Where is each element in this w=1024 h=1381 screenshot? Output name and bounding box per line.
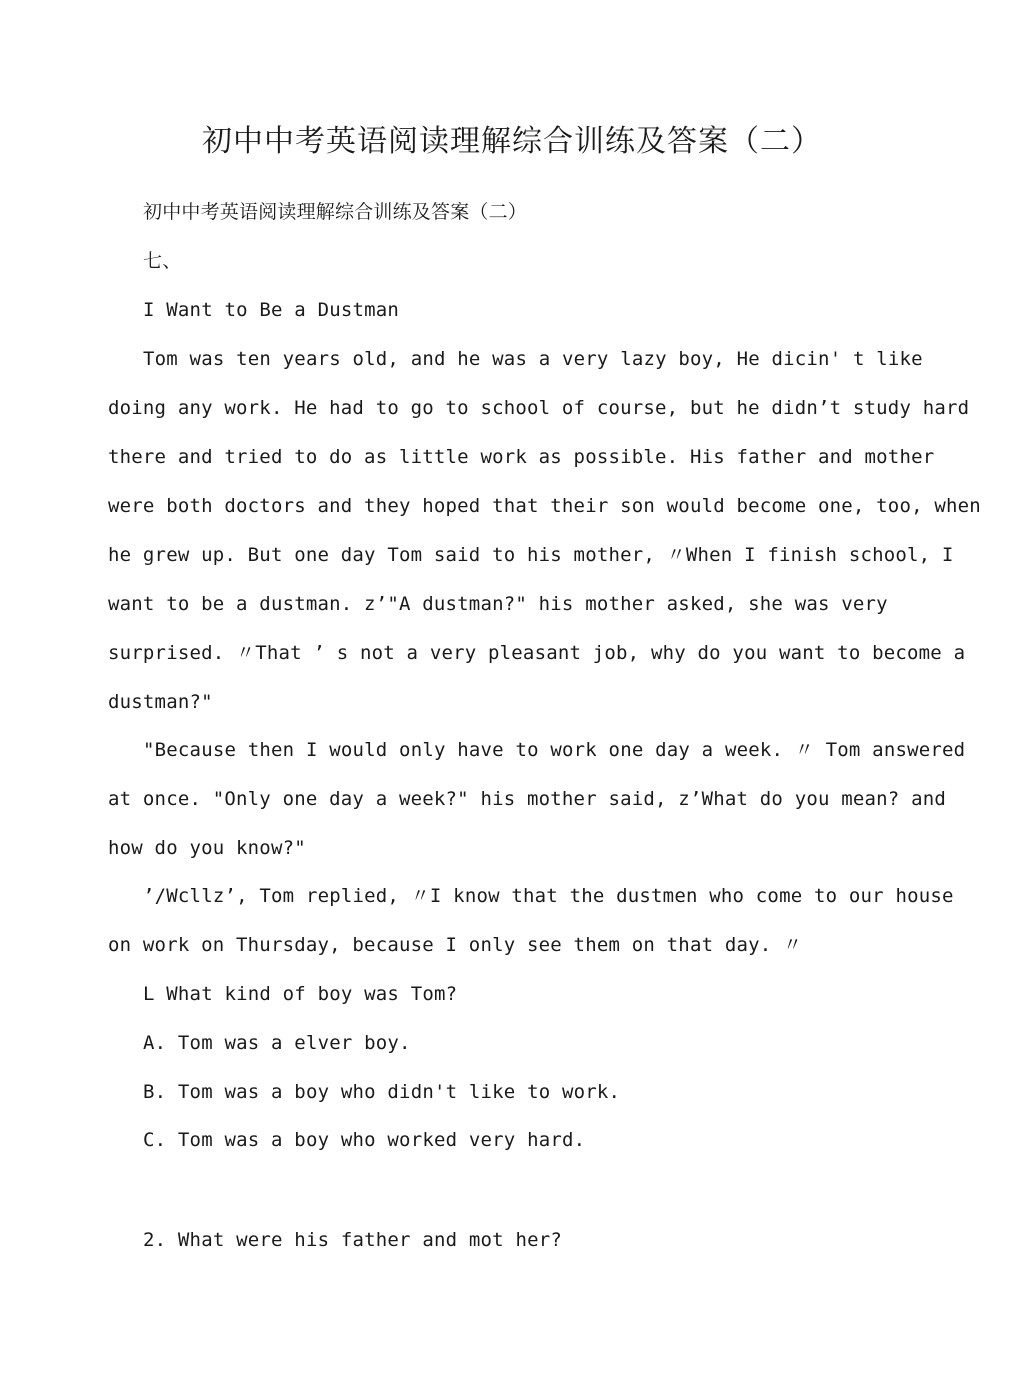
passage-line: at once. "Only one day a week?" his mother said, z’What do you mean? and bbox=[108, 788, 947, 810]
document-title: 初中中考英语阅读理解综合训练及答案（二） bbox=[202, 124, 822, 159]
passage-line: were both doctors and they hoped that their son would become one, too, when bbox=[108, 495, 981, 517]
question-stem: L What kind of boy was Tom? bbox=[143, 983, 458, 1005]
passage-line: doing any work. He had to go to school of course, but he didn’t study hard bbox=[108, 397, 970, 419]
section-number: 七、 bbox=[143, 250, 182, 272]
passage-title: I Want to Be a Dustman bbox=[143, 299, 400, 321]
passage-line: "Because then I would only have to work one day a week. 〃 Tom answered bbox=[143, 739, 966, 761]
passage-line: Tom was ten years old, and he was a very lazy boy, He dicin' t like bbox=[143, 348, 923, 370]
answer-option-c: C. Tom was a boy who worked very hard. bbox=[143, 1129, 586, 1151]
passage-line: surprised. 〃That ’ s not a very pleasant job, why do you want to become a bbox=[108, 642, 966, 664]
passage-line: dustman?" bbox=[108, 691, 213, 713]
answer-option-a: A. Tom was a elver boy. bbox=[143, 1032, 411, 1054]
passage-line: he grew up. But one day Tom said to his mother, 〃When I finish school, I bbox=[108, 544, 954, 566]
document-subtitle: 初中中考英语阅读理解综合训练及答案（二） bbox=[143, 201, 528, 223]
passage-line: want to be a dustman. z’"A dustman?" his mother asked, she was very bbox=[108, 593, 888, 615]
answer-option-b: B. Tom was a boy who didn't like to work. bbox=[143, 1081, 621, 1103]
passage-line: on work on Thursday, because I only see them on that day. 〃 bbox=[108, 934, 803, 956]
passage-line: how do you know?" bbox=[108, 837, 306, 859]
question-stem: 2. What were his father and mot her? bbox=[143, 1229, 563, 1251]
passage-line: ’/Wcllz’, Tom replied, 〃I know that the dustmen who come to our house bbox=[143, 885, 954, 907]
passage-line: there and tried to do as little work as possible. His father and mother bbox=[108, 446, 935, 468]
